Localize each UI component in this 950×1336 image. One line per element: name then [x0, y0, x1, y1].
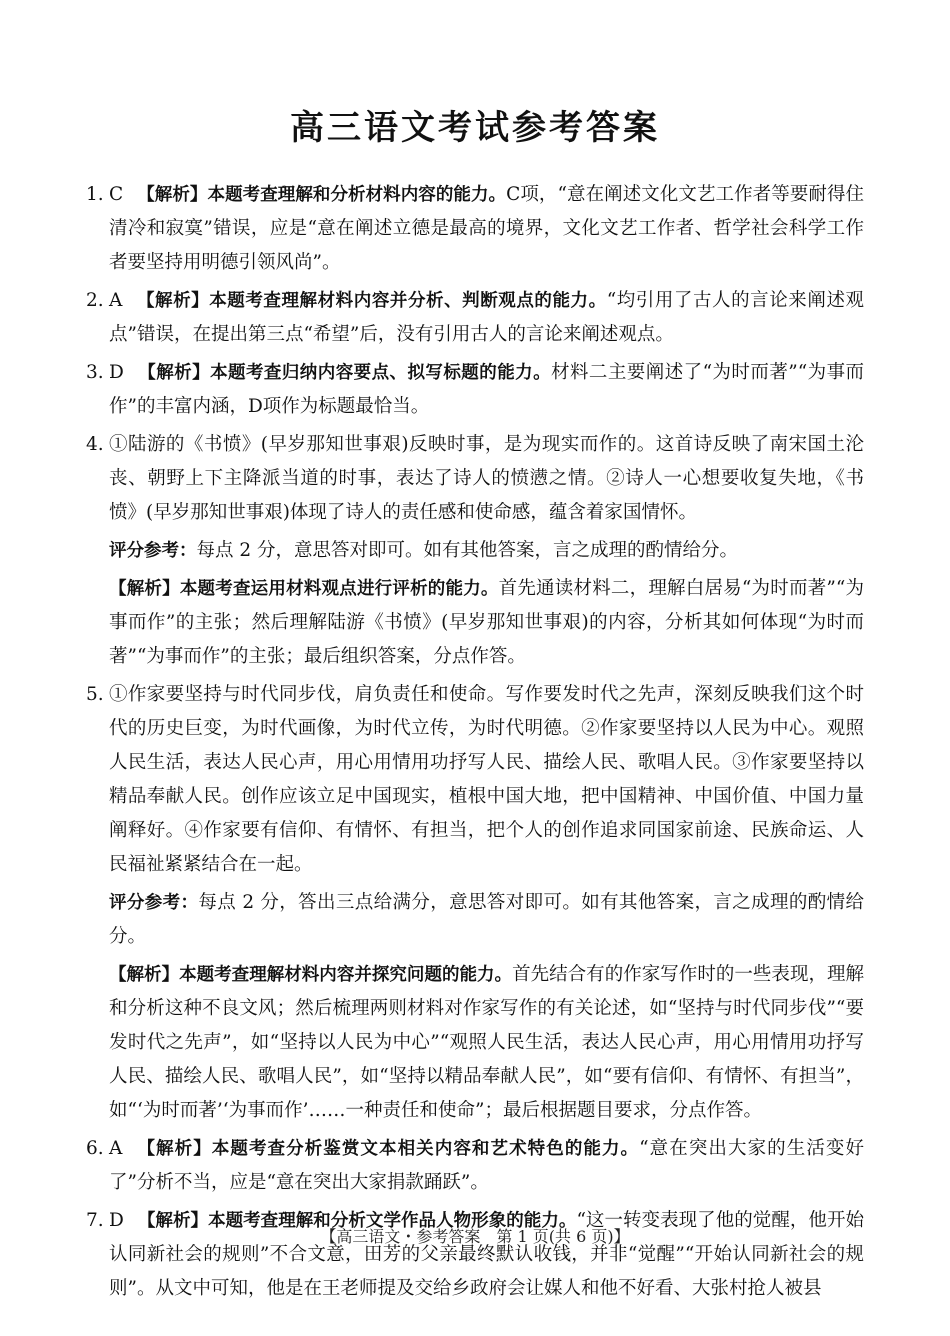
item-number: 5. — [86, 684, 104, 705]
answer-letter: A — [109, 290, 123, 311]
analysis-tag: 【解析】 — [136, 291, 210, 311]
analysis-lead: 本题考查分析鉴赏文本相关内容和艺术特色的能力。 — [211, 1139, 640, 1159]
answer-item-7 — [86, 1204, 864, 1306]
scoring-reference-5 — [86, 886, 864, 954]
answer-letter: A — [109, 1138, 123, 1159]
scoring-text: 每点 2 分，答出三点给满分，意思答对即可。如有其他答案，言之成理的酌情给分。 — [109, 892, 864, 947]
analysis-body: “均引用了古人的言论来阐述观点”错误，在提出第三点“希望”后，没有引用古人的言论来阐述观点。 — [109, 290, 865, 345]
analysis-body: “这一转变表现了他的觉醒，他开始认同新社会的规则”不合文意，田芳的父亲最终默认收钱，并非“觉醒”“开始认同新社会的规则”。从文中可知，他是在王老师提及交给乡政府会让媒人和他不好看、大张村抢人被县 — [109, 1210, 865, 1299]
analysis-body: C项，“意在阐述文化文艺工作者等要耐得住清冷和寂寞”错误，应是“意在阐述立德是最高的境界，文化文艺工作者、哲学社会科学工作者要坚持用明德引领风尚”。 — [109, 184, 865, 273]
answer-letter: D — [109, 1210, 124, 1231]
analysis-body: 材料二主要阐述了“为时而著”“为事而作”的丰富内涵，D项作为标题最恰当。 — [109, 362, 865, 417]
page-footer: 【高三语文・参考答案 第 1 页(共 6 页)】 — [320, 1227, 630, 1246]
answer-body: ①陆游的《书愤》(早岁那知世事艰)反映时事，是为现实而作的。这首诗反映了南宋国土沦丧、朝野上下主降派当道的时事，表达了诗人的愤懑之情。②诗人一心想要收复失地，《书愤》(早岁那知世事艰)体现了诗人的责任感和使命感，蕴含着家国情怀。 — [109, 434, 864, 523]
answer-list — [86, 178, 864, 1310]
analysis-lead: 本题考查运用材料观点进行评析的能力。 — [179, 579, 499, 599]
answer-item-3 — [86, 356, 864, 424]
answer-body: ①作家要坚持与时代同步伐，肩负责任和使命。写作要发时代之先声，深刻反映我们这个时代的历史巨变，为时代画像，为时代立传，为时代明德。②作家要坚持以人民为中心。观照人民生活，表达人民心声，用心用情用功抒写人民、描绘人民、歌唱人民。③作家要坚持以精品奉献人民。创作应该立足中国现实，植根中国大地，把中国精神、中国价值、中国力量阐释好。④作家要有信仰、有情怀、有担当，把个人的创作追求同国家前途、民族命运、人民福祉紧紧结合在一起。 — [109, 684, 864, 875]
scoring-text: 每点 2 分，意思答对即可。如有其他答案，言之成理的酌情给分。 — [196, 540, 739, 561]
analysis-lead: 本题考查理解材料内容并探究问题的能力。 — [179, 965, 513, 985]
analysis-lead: 本题考查理解和分析文学作品人物形象的能力。 — [208, 1211, 577, 1231]
answer-item-5 — [86, 678, 864, 882]
answer-item-6 — [86, 1132, 864, 1200]
item-number: 4. — [86, 434, 104, 455]
analysis-body: “意在突出大家的生活变好了”分析不当，应是“意在突出大家捐款踊跃”。 — [109, 1138, 864, 1193]
analysis-tag: 【解析】 — [109, 579, 180, 599]
analysis-body: 首先通读材料二，理解白居易“为时而著”“为事而作”的主张；然后理解陆游《书愤》(早岁那知世事艰)的内容，分析其如何体现“为时而著”“为事而作”的主张；最后组织答案，分点作答。 — [109, 578, 865, 667]
document-title: 高三语文考试参考答案 — [290, 108, 660, 148]
analysis-tag: 【解析】 — [137, 363, 211, 383]
answer-item-2 — [86, 284, 864, 352]
item-number: 6. — [86, 1138, 104, 1159]
answer-item-4 — [86, 428, 864, 530]
item-number: 1. — [86, 184, 104, 205]
analysis-lead: 本题考查理解材料内容并分析、判断观点的能力。 — [209, 291, 607, 311]
analysis-lead: 本题考查理解和分析材料内容的能力。 — [207, 185, 507, 205]
answer-item-1 — [86, 178, 864, 280]
analysis-lead: 本题考查归纳内容要点、拟写标题的能力。 — [210, 363, 552, 383]
analysis-body: 首先结合有的作家写作时的一些表现，理解和分析这种不良文风；然后梳理两则材料对作家写作的有关论述，如“坚持与时代同步伐”“要发时代之先声”，如“坚持以人民为中心”“观照人民生活，表达人民心声，用心用情用功抒写人民、描绘人民、歌唱人民”，如“坚持以精品奉献人民”，如“要有信仰、有情怀、有担当”，如“‘为时而著’‘为事而作’……一种责任和使命”；最后根据题目要求，分点作答。 — [109, 964, 865, 1121]
analysis-5 — [86, 958, 864, 1128]
analysis-tag: 【解析】 — [137, 185, 208, 205]
analysis-tag: 【解析】 — [136, 1139, 212, 1159]
item-number: 3. — [86, 362, 104, 383]
analysis-tag: 【解析】 — [109, 965, 180, 985]
scoring-label: 评分参考： — [109, 541, 197, 561]
scoring-reference-4 — [86, 534, 864, 568]
analysis-tag: 【解析】 — [137, 1211, 209, 1231]
analysis-4 — [86, 572, 864, 674]
answer-letter: C — [109, 184, 124, 205]
item-number: 7. — [86, 1210, 104, 1231]
item-number: 2. — [86, 290, 104, 311]
scoring-label: 评分参考： — [109, 893, 199, 913]
answer-letter: D — [109, 362, 124, 383]
